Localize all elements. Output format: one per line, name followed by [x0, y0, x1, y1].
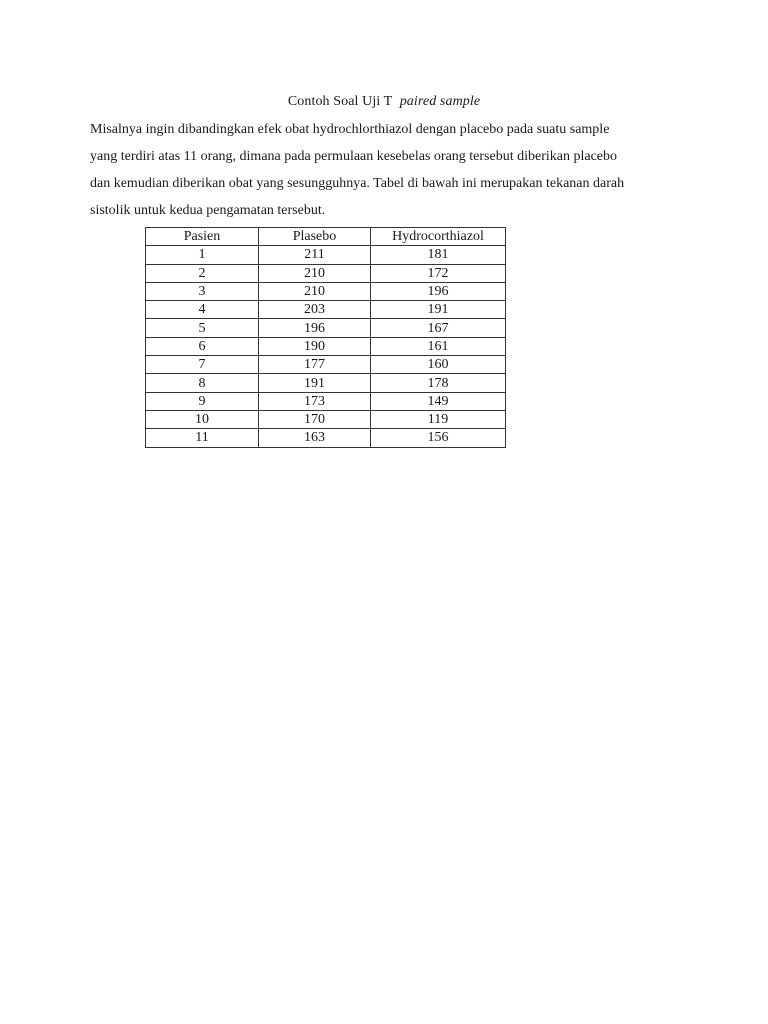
cell-hydrocorthiazol: 149 — [371, 392, 506, 410]
table-row — [146, 282, 506, 300]
cell-pasien: 6 — [146, 337, 259, 355]
cell-pasien: 11 — [146, 429, 259, 447]
data-table-container — [145, 227, 506, 448]
intro-paragraph — [90, 118, 690, 226]
table-row — [146, 319, 506, 337]
cell-pasien: 7 — [146, 356, 259, 374]
cell-plasebo: 177 — [259, 356, 371, 374]
table-row — [146, 374, 506, 392]
cell-plasebo: 173 — [259, 392, 371, 410]
cell-hydrocorthiazol: 119 — [371, 410, 506, 428]
table-row — [146, 410, 506, 428]
cell-hydrocorthiazol: 160 — [371, 356, 506, 374]
cell-hydrocorthiazol: 181 — [371, 246, 506, 264]
table-row — [146, 301, 506, 319]
cell-plasebo: 211 — [259, 246, 371, 264]
cell-hydrocorthiazol: 156 — [371, 429, 506, 447]
paragraph-line: sistolik untuk kedua pengamatan tersebut. — [90, 203, 326, 218]
paragraph-line: dan kemudian diberikan obat yang sesungguhnya. Tabel di bawah ini merupakan tekanan darah — [90, 176, 625, 191]
table-row — [146, 337, 506, 355]
table-row — [146, 246, 506, 264]
cell-hydrocorthiazol: 167 — [371, 319, 506, 337]
cell-plasebo: 163 — [259, 429, 371, 447]
cell-plasebo: 210 — [259, 282, 371, 300]
title-text: Contoh Soal Uji T — [287, 94, 393, 109]
cell-pasien: 10 — [146, 410, 259, 428]
cell-pasien: 1 — [146, 246, 259, 264]
table-body — [146, 246, 506, 447]
table-row — [146, 264, 506, 282]
blood-pressure-table — [145, 227, 506, 448]
cell-pasien: 2 — [146, 264, 259, 282]
cell-plasebo: 203 — [259, 301, 371, 319]
cell-pasien: 3 — [146, 282, 259, 300]
header-plasebo: Plasebo — [259, 228, 371, 246]
header-hydrocorthiazol: Hydrocorthiazol — [371, 228, 506, 246]
cell-pasien: 8 — [146, 374, 259, 392]
document-title — [0, 93, 768, 111]
cell-plasebo: 190 — [259, 337, 371, 355]
cell-hydrocorthiazol: 196 — [371, 282, 506, 300]
title-italic-text: paired sample — [399, 94, 481, 109]
paragraph-line: Misalnya ingin dibandingkan efek obat hydrochlorthiazol dengan placebo pada suatu sample — [90, 122, 610, 137]
table-row — [146, 429, 506, 447]
cell-hydrocorthiazol: 178 — [371, 374, 506, 392]
cell-hydrocorthiazol: 172 — [371, 264, 506, 282]
paragraph-line: yang terdiri atas 11 orang, dimana pada permulaan kesebelas orang tersebut diberikan placebo — [90, 149, 617, 164]
cell-plasebo: 210 — [259, 264, 371, 282]
cell-pasien: 5 — [146, 319, 259, 337]
cell-plasebo: 191 — [259, 374, 371, 392]
cell-pasien: 9 — [146, 392, 259, 410]
cell-plasebo: 170 — [259, 410, 371, 428]
table-header-row — [146, 228, 506, 246]
cell-plasebo: 196 — [259, 319, 371, 337]
cell-hydrocorthiazol: 161 — [371, 337, 506, 355]
header-pasien: Pasien — [146, 228, 259, 246]
table-row — [146, 392, 506, 410]
table-row — [146, 356, 506, 374]
cell-pasien: 4 — [146, 301, 259, 319]
cell-hydrocorthiazol: 191 — [371, 301, 506, 319]
